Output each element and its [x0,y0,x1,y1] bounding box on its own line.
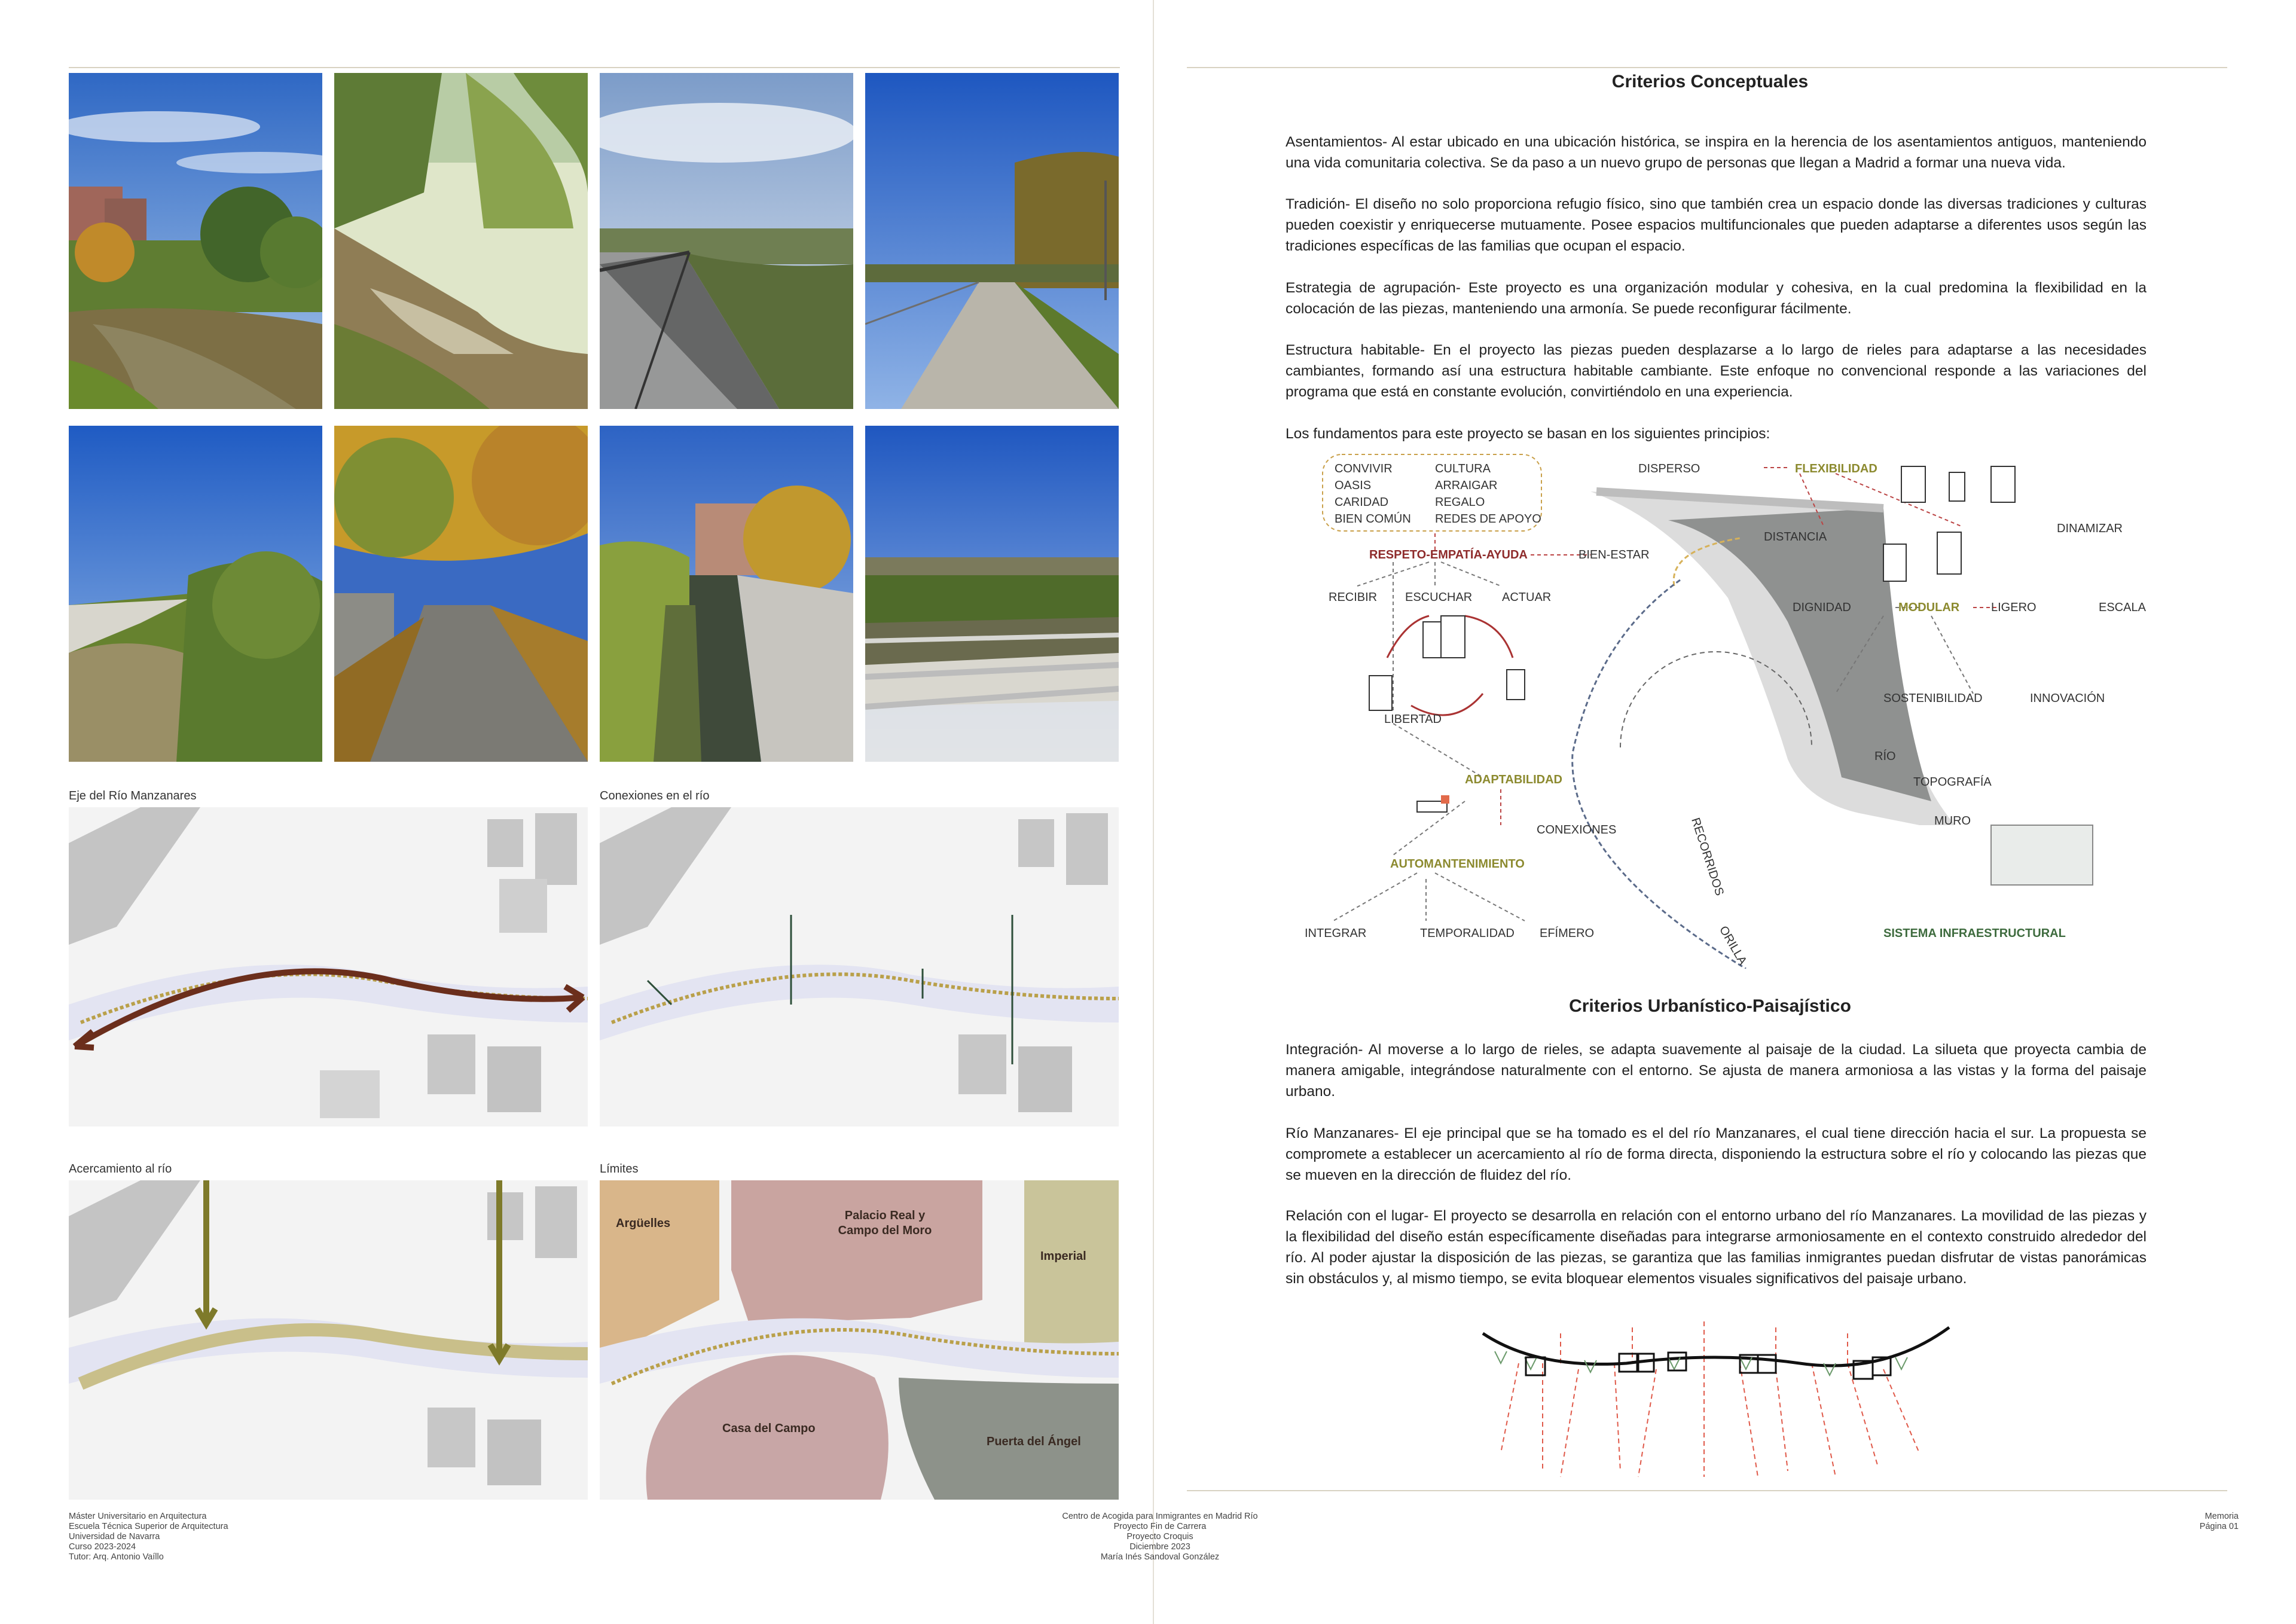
dg-arraigar: ARRAIGAR [1435,479,1498,492]
footer-center-line: Centro de Acogida para Inmigrantes en Madrid Río [1062,1512,1258,1521]
paragraph-integracion: Integración- Al moverse a lo largo de rieles, se adapta suavemente al paisaje de la ciudad. La silueta que proyecta cambia de manera amigable, integrándose naturalmente con el entorno. Se ajusta de manera armoniosa a las vistas y la forma del paisaje urbano. [1286,1042,2147,1100]
dg-conexiones: CONEXIONES [1537,823,1617,837]
dg-efimero: EFÍMERO [1540,927,1595,940]
paragraph-tradicion: Tradición- El diseño no solo proporciona refugio físico, sino que también crea un espacio donde las diversas tradiciones y culturas pueden coexistir y enriquecerse mutuamente. Posee espacios multifuncionales que pueden adaptarse a diferentes usos según las tradiciones específicas de las familias que ocupan el espacio. [1286,196,2147,254]
photo-river-city [69,73,322,409]
footer-right [2129,1512,2239,1532]
dg-automantenimiento: AUTOMANTENIMIENTO [1390,857,1525,871]
dg-dignidad: DIGNIDAD [1793,601,1851,614]
dg-caridad: CARIDAD [1335,496,1389,509]
dg-actuar: ACTUAR [1502,591,1552,604]
footer-left-line: Universidad de Navarra [69,1532,160,1541]
footer-center-line: Proyecto Croquis [1126,1532,1193,1541]
paragraph-asentamientos: Asentamientos- Al estar ubicado en una ubicación histórica, se inspira en la herencia de los asentamientos antiguos, manteniendo una vida comunitaria colectiva. Se da paso a un nuevo grupo de personas que llegan a Madrid a formar una nueva vida. [1286,134,2147,171]
dg-escala: ESCALA [2099,601,2146,614]
dg-bien-estar: BIEN-ESTAR [1578,548,1650,561]
footer-left-line: Escuela Técnica Superior de Arquitectura [69,1522,228,1531]
photo-riverside-path [865,73,1119,409]
footer-center-line: María Inés Sandoval González [1100,1552,1220,1562]
dg-adaptabilidad: ADAPTABILIDAD [1465,773,1562,786]
map-eje [69,807,588,1127]
zone-puerta-angel: Puerta del Ángel [987,1435,1081,1448]
top-rule-left [69,67,1120,68]
dg-innovacion: INNOVACIÓN [2030,692,2105,705]
dg-sostenibilidad: SOSTENIBILIDAD [1883,692,1983,705]
dg-redes: REDES DE APOYO [1435,512,1541,526]
map-conexiones [600,807,1119,1127]
views-sketch [1477,1315,1955,1483]
paragraph-estructura: Estructura habitable- En el proyecto las piezas pueden desplazarse a lo largo de rieles para adaptarse a las necesidades cambiantes, formando así una estructura habitable cambiante. Este enfoque no convencional responde a las variaciones del programa que está en constante evolución, convirtiéndolo en una experiencia. [1286,342,2147,400]
criterios-urbanisticos-title: Criterios Urbanístico-Paisajístico [1569,996,1851,1016]
zone-palacio-line2: Campo del Moro [838,1224,932,1237]
footer-left-line: Tutor: Arq. Antonio Vaíllo [69,1552,164,1562]
dg-escuchar: ESCUCHAR [1405,591,1473,604]
dg-distancia: DISTANCIA [1764,530,1827,544]
paragraph-relacion-lugar: Relación con el lugar- El proyecto se desarrolla en relación con el entorno urbano del río Manzanares. La movilidad de las piezas y la flexibilidad del diseño están específicamente diseñadas para integrarse armoniosamente en el contexto construido alrededor del río. Al poder ajustar la disposición de las piezas, se garantiza que las familias inmigrantes puedan disfrutar de vistas panorámicas sin obstáculos y, al mismo tiempo, se evita bloquear elementos visuales significativos del paisaje urbano. [1286,1208,2147,1287]
dg-dinamizar: DINAMIZAR [2057,522,2123,535]
dg-sistema: SISTEMA INFRAESTRUCTURAL [1883,927,2066,940]
dg-muro: MURO [1934,814,1971,828]
dg-convivir: CONVIVIR [1335,462,1393,475]
footer-right-line: Página 01 [2199,1522,2239,1531]
photo-autumn-path [334,426,588,762]
map-acercamiento [69,1180,588,1500]
zone-casa-campo: Casa del Campo [722,1422,816,1435]
footer-left [69,1512,228,1562]
footer-left-line: Curso 2023-2024 [69,1542,136,1552]
dg-flexibilidad: FLEXIBILIDAD [1795,462,1877,475]
footer-left-line: Máster Universitario en Arquitectura [69,1512,207,1521]
dg-oasis: OASIS [1335,479,1372,492]
photo-river-bank [69,426,322,762]
zone-imperial: Imperial [1040,1250,1086,1263]
footer-center-line: Proyecto Fin de Carrera [1113,1522,1207,1531]
dg-modular: MODULAR [1898,601,1960,614]
paragraph-estrategia: Estrategia de agrupación- Este proyecto es una organización modular y cohesiva, en la cual predomina la flexibilidad en la colocación de las piezas, manteniendo una armonía. Se puede reconfigurar fácilmente. [1286,280,2147,317]
paragraph-rio-manzanares: Río Manzanares- El eje principal que se ha tomado es el del río Manzanares, el cual tiene dirección hacia el sur. La propuesta se compromete a establecer un acercamiento al río de forma directa, disponiendo la estructura sobre el río y colocando las piezas que se mueven en la dirección de fluidez del río. [1286,1125,2147,1183]
map-label-limites: Límites [600,1162,639,1176]
dg-regalo: REGALO [1435,496,1485,509]
dg-libertad: LIBERTAD [1384,713,1442,726]
dg-cultura: CULTURA [1435,462,1491,475]
photo-canal-wall [600,426,853,762]
top-rule-right [1187,67,2227,68]
paragraph-fundamentos: Los fundamentos para este proyecto se basan en los siguientes principios: [1286,426,1770,442]
dg-ligero: LIGERO [1991,601,2037,614]
dg-topografia: TOPOGRAFÍA [1913,776,1992,789]
dg-integrar: INTEGRAR [1305,927,1367,940]
photo-river-willow [334,73,588,409]
zone-arguelles: Argüelles [616,1217,671,1230]
dg-recorridos: RECORRIDOS [1689,816,1726,898]
page-divider [1153,0,1154,1624]
dg-temporalidad: TEMPORALIDAD [1420,927,1515,940]
photo-river-view [865,426,1119,762]
dg-rio: RÍO [1874,750,1896,763]
principles-diagram [1286,442,2147,969]
zone-palacio-line1: Palacio Real y [844,1209,926,1222]
map-label-conexiones: Conexiones en el río [600,789,710,802]
footer-right-line: Memoria [2205,1512,2239,1521]
bottom-rule-right [1187,1490,2227,1491]
dg-bien-comun: BIEN COMÚN [1335,512,1411,526]
footer-center [981,1512,1339,1562]
footer-center-line: Diciembre 2023 [1129,1542,1190,1552]
map-label-eje: Eje del Río Manzanares [69,789,197,802]
map-label-acercamiento: Acercamiento al río [69,1162,172,1176]
criterios-conceptuales-title: Criterios Conceptuales [1611,72,1809,91]
dg-respeto: RESPETO-EMPATÍA-AYUDA [1369,548,1528,561]
dg-recibir: RECIBIR [1329,591,1378,604]
dg-orilla: ORILLA [1716,924,1750,967]
photo-bridge-railing [600,73,853,409]
dg-disperso: DISPERSO [1638,462,1700,475]
